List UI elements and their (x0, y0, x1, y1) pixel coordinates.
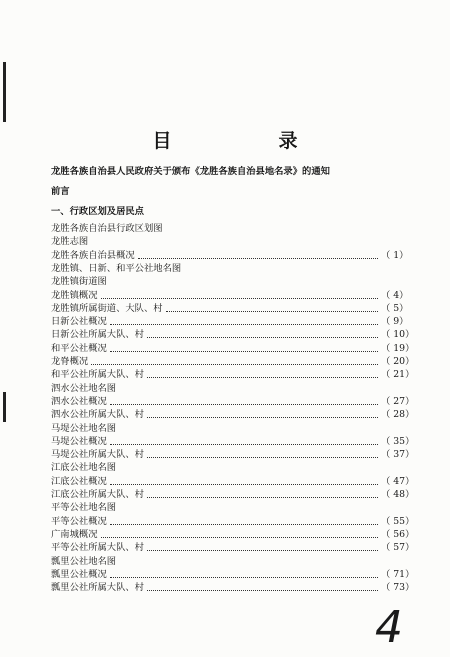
toc-entry-title: 泗水公社所属大队、村 (51, 409, 144, 421)
dot-leader (166, 305, 378, 312)
toc-entry: 江底公社地名图 (51, 462, 117, 474)
toc-entry-page: （ 56） (381, 528, 415, 540)
dot-leader (147, 451, 378, 458)
dot-leader (110, 398, 378, 405)
toc-entry (51, 302, 409, 315)
dot-leader (110, 318, 378, 325)
dot-leader (147, 371, 378, 378)
toc-entry-page: （ 10） (381, 329, 415, 341)
toc-entry-page: （ 57） (381, 542, 415, 554)
toc-entry-title: 平等公社概况 (51, 515, 107, 527)
page-number: 4 (375, 602, 403, 653)
toc-entry-title: 江底公社所属大队、村 (51, 489, 144, 500)
notice-heading: 龙胜各族自治县人民政府关于颁布《龙胜各族自治县地名录》的通知 (51, 166, 330, 177)
toc-entry: 马堤公社地名图 (51, 422, 117, 434)
toc-entry-title: 龙脊概况 (51, 356, 89, 367)
toc-entry: 瓢里公社地名图 (51, 555, 117, 567)
toc-entry (51, 368, 415, 381)
toc-entry-page: （ 27） (381, 395, 415, 407)
dot-leader (101, 292, 379, 299)
toc-entry: 龙胜各族自治县行政区划图 (51, 223, 163, 234)
dot-leader (110, 345, 378, 352)
toc-entry-title: 龙胜镇所属街道、大队、村 (51, 302, 163, 314)
toc-entry-title: 瓢里公社所属大队、村 (51, 582, 144, 594)
toc-entry-page: （ 20） (381, 356, 415, 367)
dot-leader (147, 544, 378, 551)
toc-entry (51, 249, 409, 262)
binding-mark (3, 62, 6, 122)
toc-entry (51, 488, 415, 501)
toc-entry (51, 408, 415, 421)
dot-leader (110, 438, 378, 445)
toc-entry (51, 581, 415, 594)
toc-entry-title: 泗水公社概况 (51, 395, 107, 407)
toc-entry-page: （ 9） (381, 316, 409, 328)
toc-entry (51, 435, 415, 448)
toc-entry-page: （ 21） (381, 369, 415, 381)
toc-entry (51, 568, 415, 581)
toc-entry (51, 315, 409, 328)
toc-entry-page: （ 28） (381, 409, 415, 421)
preface-heading: 前言 (51, 186, 70, 197)
toc-entry-title: 龙胜各族自治县概况 (51, 249, 135, 261)
dot-leader (110, 518, 378, 525)
toc-entry: 平等公社地名图 (51, 502, 117, 514)
toc-entry-page: （ 1） (381, 249, 409, 261)
dot-leader (147, 331, 378, 338)
toc-entry-title: 日新公社概况 (51, 316, 107, 328)
toc-entry-title: 和平公社概况 (51, 342, 107, 354)
toc-entry (51, 289, 409, 302)
dot-leader (110, 571, 378, 578)
toc-entry (51, 541, 415, 554)
toc-entry-title: 日新公社所属大队、村 (51, 329, 144, 341)
toc-entry-page: （ 47） (381, 475, 415, 487)
toc-entry-title: 马堤公社概况 (51, 435, 107, 447)
toc-entry (51, 515, 415, 528)
toc-entry (51, 355, 415, 368)
toc-entry-title: 广南城概况 (51, 528, 98, 540)
dot-leader (101, 531, 379, 538)
toc-entry-page: （ 5） (381, 302, 409, 314)
toc-entry-page: （ 35） (381, 435, 415, 447)
toc-entry: 泗水公社地名图 (51, 382, 117, 394)
toc-entry-title: 瓢里公社概况 (51, 568, 107, 580)
toc-entry-page: （ 55） (381, 515, 415, 527)
toc-entry (51, 328, 415, 341)
toc-entry-title: 和平公社所属大队、村 (51, 369, 144, 381)
toc-entry-page: （ 19） (381, 342, 415, 354)
toc-entry (51, 395, 415, 408)
dot-leader (91, 358, 378, 365)
toc-entry-page: （ 4） (381, 289, 409, 301)
toc-entry: 龙胜志图 (51, 236, 89, 248)
section-heading: 一、行政区划及居民点 (51, 206, 144, 217)
toc-entry-page: （ 73） (381, 582, 415, 594)
toc-entry-page: （ 37） (381, 449, 415, 461)
toc-entry (51, 448, 415, 461)
binding-mark (3, 392, 6, 422)
dot-leader (147, 584, 378, 591)
toc-entry: 龙胜镇、日新、和平公社地名图 (51, 262, 182, 274)
dot-leader (138, 252, 378, 259)
toc-entry-title: 马堤公社所属大队、村 (51, 449, 144, 461)
toc-entry (51, 528, 415, 541)
toc-entry: 龙胜镇街道图 (51, 276, 107, 288)
toc-entry-title: 平等公社所属大队、村 (51, 542, 144, 554)
toc-entry (51, 475, 415, 488)
dot-leader (110, 478, 378, 485)
page-title: 目 录 (152, 130, 342, 152)
toc-entry (51, 342, 415, 355)
toc-entry-page: （ 71） (381, 568, 415, 580)
toc-entry-page: （ 48） (381, 489, 415, 500)
dot-leader (147, 491, 378, 498)
toc-entry-title: 江底公社概况 (51, 475, 107, 487)
toc-entry-title: 龙胜镇概况 (51, 289, 98, 301)
dot-leader (147, 411, 378, 418)
